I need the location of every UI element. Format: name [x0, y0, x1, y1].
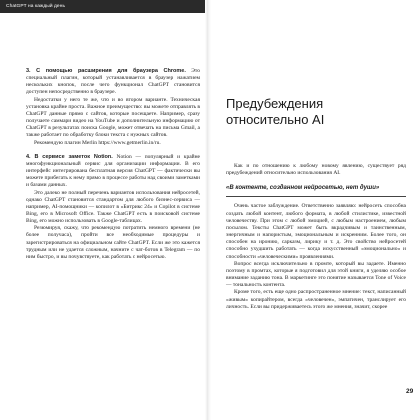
myth-paragraph-1: Очень частое заблуждение. Ответственно заявляю: нейросеть способна создать любой контент, любого формата, в любой стилистике, известной человечеству. При этом с любой эмоцией, с любым настроением, любым посылом. Тексты ChatGPT может быть вкрадчивым и таинственным, энергичным и напористым, эмоциональным и искренним. Более того, он способен на иронию, сарказм, лирику и т. д. Это свойство нейросетей способно ухудшить работать — когда искусственный «эмоционально» и способности «человеческими» проявлениями.: [226, 203, 406, 260]
myth-paragraph-2: Вопрос всегда исключительно в промте, который вы задаете. Именно поэтому в промтах, которые я подготовил для этой книги, я уделяю особое внимание заданию тона. В маркетинге это понятие называется Tone of Voice — тональность контента.: [226, 260, 406, 289]
item3-recommendation: [26, 140, 200, 147]
chapter-title-line-2: относительно AI: [226, 112, 325, 127]
item4-paragraph: [26, 154, 200, 190]
item4-text: Notion — популярный и крайне многофункциональный сервис для организации информации. В его интерфейс интегрирована бесплатная версия ChatGPT — фактически вы можете прибегать к нему прямо в процессе работы над своими заметками и базами данных.: [26, 153, 200, 189]
item3-paragraph-2: Недостатки у него те же, что и во втором варианте. Техническая установка крайне проста. Важное преимущество: вы можете отправлять в ChatGPT данные прямо с сайтов, которые посещаете. Например, сразу получаете саммари видео на YouTube и дополнительную информацию от ChatGPT в результатах поиска Google, может отвечать на письма Gmail, а также работает по обработку блоки текста с нужных сайтов.: [26, 96, 200, 139]
right-page-body: [226, 163, 406, 311]
intro-paragraph: Как и по отношению к любому новому явлению, существует ряд предубеждений относительно использования AI.: [226, 163, 406, 177]
more-options-paragraph: Это далеко не полный перечень вариантов использования нейросетей, однако ChatGPT становится стандартом для любого бизнес-сервиса — например, AI-помощники — копилот в «Битрикс 24» и Copilot в системе Bing, его в Microsoft Office. Также ChatGPT есть в поисковой системе Bing, его можно использовать в Google-таблицах.: [26, 189, 200, 225]
chapter-title: [226, 96, 406, 128]
right-page: [212, 0, 420, 420]
item3-text: Это специальный плагин, который устанавливается в браузер нажатием нескольких кнопок, после чего функционал ChatGPT становится доступен непосредственно в браузере.: [26, 68, 200, 96]
item3-paragraph: [26, 68, 200, 97]
myth-quote: «В контенте, созданном нейросетью, нет души»: [226, 185, 406, 197]
myth-paragraph-3: Кроме того, есть еще одно распространенное мнение: текст, написанный «живым» копирайтером, всегда «человечен», эмпатичен, транслирует его личность. Если вы придерживаетесь этого же мнения, значит, скорее: [226, 289, 406, 310]
summary-paragraph: Резюмируя, скажу, что рекомендую потратить немного времени (не более получаса), пройти все необходимые процедуры и зарегистрироваться на официальном сайте ChatGPT. Если же это кажется трудным или не удается сложным, начните с чат-ботов в Telegram — по ним быстро, и вы почувствуете, как работать с нейросетью.: [26, 225, 200, 260]
book-gutter: [205, 0, 211, 420]
left-page-body: [26, 68, 200, 261]
item3-heading: 3. С помощью расширения для браузера Chrome.: [26, 68, 186, 74]
running-head: ChatGPT на каждый день: [0, 0, 206, 13]
left-page: [0, 0, 206, 420]
merlin-link[interactable]: https://www.getmerlin.in/ru.: [98, 139, 161, 146]
item4-heading: 4. В сервисе заметок Notion.: [26, 153, 113, 160]
item3-recommend-text: Рекомендую плагин Merlin: [34, 139, 99, 146]
chapter-title-line-1: Предубеждения: [226, 96, 324, 111]
page-number: 29: [406, 388, 414, 395]
